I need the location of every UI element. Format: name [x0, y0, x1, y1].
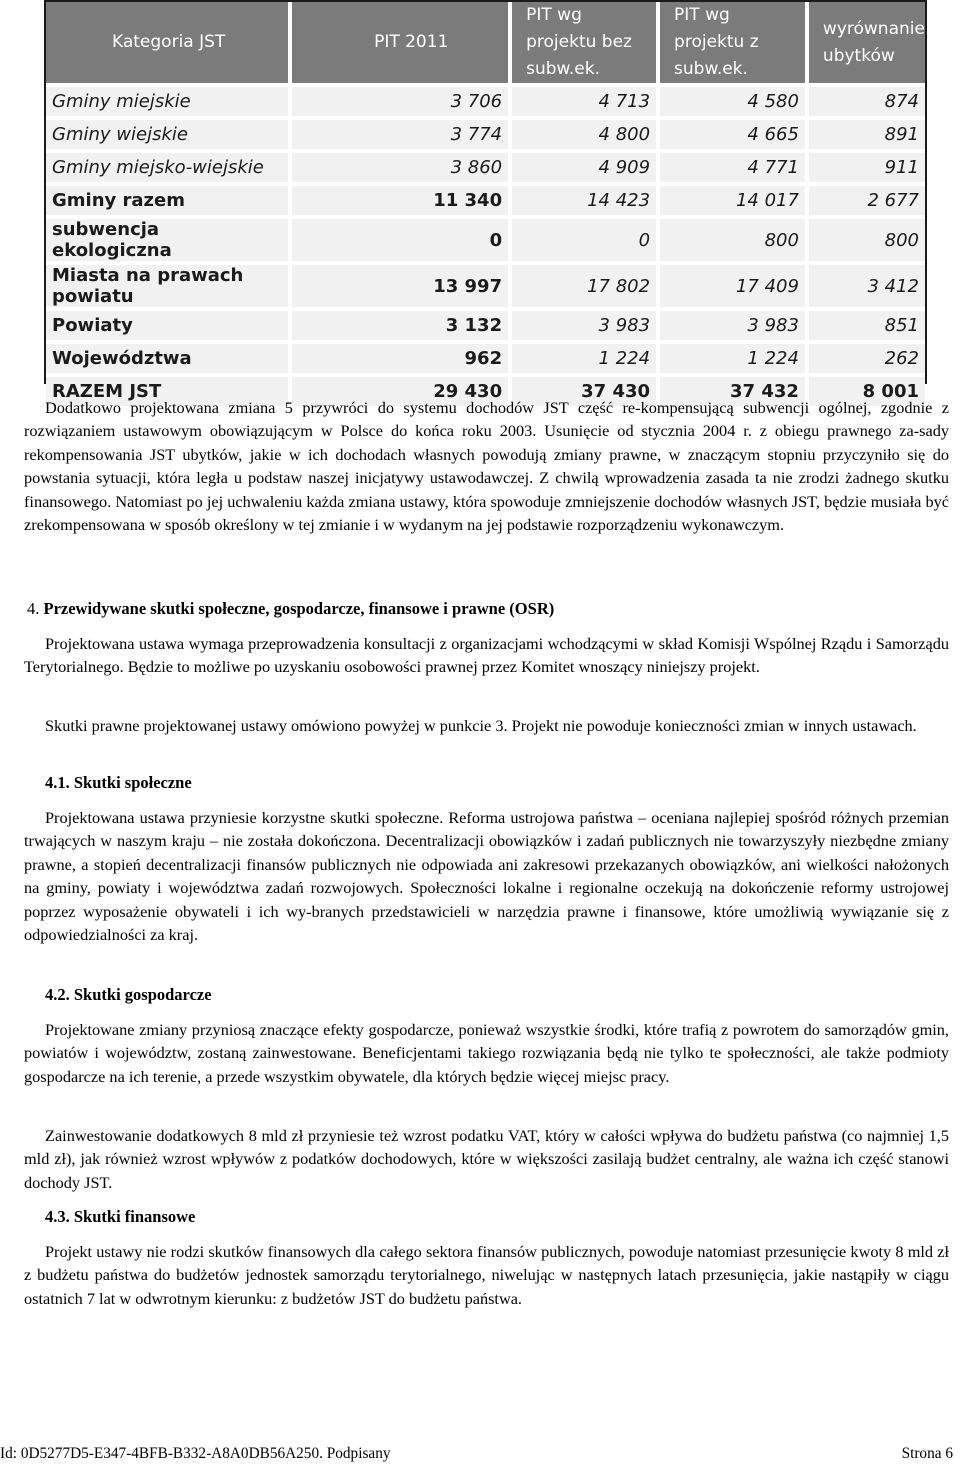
table-row-label: Gminy razem [46, 184, 290, 217]
table-header-row [46, 2, 925, 85]
paragraph-text: Dodatkowo projektowana zmiana 5 przywróci do systemu dochodów JST część re-kompensującą subwencji ogólnej, zgodnie z rozwiązaniem ustawowym obowiązującym w Polsce do końca roku 2003. Usunięcie od stycznia 2004 r. z obiegu prawnego za-sady rekompensowania JST ubytków, jakie w ich dochodach własnych powodują zmiany prawne, w znaczącym stopniu przyczyniło się do powstania sytuacji, która legła u podstaw naszej inicjatywy ustawodawczej. Z chwilą wprowadzenia zasada ta nie zrodzi żadnego skutku finansowego. Natomiast po jej uchwaleniu każda zmiana ustawy, która spowoduje zmniejszenie dochodów własnych JST, będzie musiała być zrekompensowana w sposób określony w tej zmianie i w wydanym na jej podstawie rozporządzeniu wykonawczym. [24, 398, 949, 535]
table-cell: 14 017 [658, 184, 807, 217]
table-cell: 1 224 [658, 342, 807, 375]
table-row-label: Miasta na prawach powiatu [46, 263, 290, 309]
table-cell: 851 [807, 309, 925, 342]
page-number: Strona 6 [901, 1445, 953, 1462]
table-cell: 2 677 [807, 184, 925, 217]
table-row-label: Gminy wiejskie [46, 118, 290, 151]
paragraph-financial [24, 1240, 949, 1310]
table-row-label: Gminy miejsko-wiejskie [46, 151, 290, 184]
table-row [46, 151, 925, 184]
paragraph-vat [24, 1124, 949, 1194]
table-cell: 962 [290, 342, 510, 375]
page-footer [0, 1444, 955, 1464]
paragraph-intro [24, 396, 949, 536]
table-cell: 3 132 [290, 309, 510, 342]
table-row-label: Powiaty [46, 309, 290, 342]
jst-table-image [44, 0, 927, 402]
table-cell: 1 224 [510, 342, 658, 375]
table-cell: 0 [290, 217, 510, 263]
table-cell: 3 860 [290, 151, 510, 184]
table-cell: 3 412 [807, 263, 925, 309]
table-cell: 37 432 [658, 375, 807, 408]
paragraph-text: Projektowane zmiany przyniosą znaczące efekty gospodarcze, ponieważ wszystkie środki, które trafią z powrotem do samorządów gmin, powiatów i województw, zostaną zainwestowane. Beneficjentami takiego rozwiązania będą nie tylko te społeczności, ale także podmioty gospodarcze na ich terenie, a przede wszystkim obywatele, dla których będzie więcej miejsc pracy. [24, 1020, 949, 1086]
table-cell: 4 580 [658, 85, 807, 118]
jst-table [46, 2, 925, 410]
table-cell: 3 983 [510, 309, 658, 342]
table-row-label: Gminy miejskie [46, 85, 290, 118]
paragraph-text: Projektowana ustawa wymaga przeprowadzenia konsultacji z organizacjami wchodzącymi w skład Komisji Wspólnej Rządu i Samorządu Terytorialnego. Będzie to możliwe po uzyskaniu osobowości prawnej przez Komitet wnoszący niniejszy projekt. [24, 634, 949, 677]
paragraph-text: Projektowana ustawa przyniesie korzystne skutki społeczne. Reforma ustrojowa państwa – oceniana najlepiej spośród różnych przemian trwających w naszym kraju – nie została dokończona. Decentralizacji obowiązków i zadań publicznych nie towarzyszyły niezbędne zmiany prawne, a stopień decentralizacji finansów publicznych nie odpowiada ani zakresowi przekazanych obowiązków, ani wielkości nałożonych na gminy, powiaty i województwa zadań rozwojowych. Społeczności lokalne i regionalne oczekują na dokończenie reformy ustrojowej poprzez wyposażenie obywateli i ich wy-branych przedstawicieli w narzędzia prawne i finansowe, które umożliwią wywiązanie się z odpowiedzialności za kraj. [24, 808, 949, 945]
paragraph-social [24, 806, 949, 946]
table-cell: 37 430 [510, 375, 658, 408]
table-row-label: subwencja ekologiczna [46, 217, 290, 263]
section-heading-4 [27, 597, 554, 620]
section-heading-4-2: 4.2. Skutki gospodarcze [45, 985, 212, 1004]
section-heading-4-3: 4.3. Skutki finansowe [45, 1207, 196, 1226]
table-cell: 17 802 [510, 263, 658, 309]
table-row [46, 309, 925, 342]
document-id: Id: 0D5277D5-E347-4BFB-B332-A8A0DB56A250. Podpisany [0, 1445, 391, 1462]
paragraph-text: Projekt ustawy nie rodzi skutków finansowych dla całego sektora finansów publicznych, powoduje natomiast przesunięcie kwoty 8 mld zł z budżetu państwa do budżetów jednostek samorządu terytorialnego, niwelując w następnych latach przesunięcia, jakie nastąpiły w ciągu ostatnich 7 lat w odwrotnym kierunku: z budżetów JST do budżetu państwa. [24, 1242, 949, 1308]
table-cell: 13 997 [290, 263, 510, 309]
table-cell: 3 706 [290, 85, 510, 118]
table-cell: 0 [510, 217, 658, 263]
table-header-cell: Kategoria JST [46, 2, 290, 85]
table-cell: 874 [807, 85, 925, 118]
section-title: Przewidywane skutki społeczne, gospodarcze, finansowe i prawne (OSR) [43, 599, 555, 618]
paragraph-economic [24, 1018, 949, 1088]
table-cell: 4 800 [510, 118, 658, 151]
table-cell: 800 [658, 217, 807, 263]
table-row-label: Województwa [46, 342, 290, 375]
table-cell: 262 [807, 342, 925, 375]
table-row [46, 342, 925, 375]
table-cell: 17 409 [658, 263, 807, 309]
table-cell: 3 983 [658, 309, 807, 342]
table-cell: 8 001 [807, 375, 925, 408]
table-header-cell: PIT wg projektu bez subw.ek. [510, 2, 658, 85]
table-header-cell: wyrównanie ubytków [807, 2, 925, 85]
paragraph-text: Skutki prawne projektowanej ustawy omówiono powyżej w punkcie 3. Projekt nie powoduje konieczności zmian w innych ustawach. [45, 716, 917, 735]
table-cell: 4 909 [510, 151, 658, 184]
table-row [46, 85, 925, 118]
table-row [46, 217, 925, 263]
paragraph-legal [24, 714, 949, 737]
table-cell: 911 [807, 151, 925, 184]
table-row [46, 118, 925, 151]
table-row-label: RAZEM JST [46, 375, 290, 408]
table-cell: 4 771 [658, 151, 807, 184]
section-heading-4-1: 4.1. Skutki społeczne [45, 773, 192, 792]
table-cell: 14 423 [510, 184, 658, 217]
table-header-cell: PIT 2011 [290, 2, 510, 85]
paragraph-text: Zainwestowanie dodatkowych 8 mld zł przyniesie też wzrost podatku VAT, który w całości wpływa do budżetu państwa (co najmniej 1,5 mld zł), jak również wzrost wpływów z podatków dochodowych, które w większości zasilają budżet centralny, ale ważna ich część stanowi dochody JST. [24, 1126, 949, 1192]
table-cell: 4 713 [510, 85, 658, 118]
table-cell: 3 774 [290, 118, 510, 151]
section-number: 4. [27, 599, 40, 618]
table-row [46, 184, 925, 217]
table-header-cell: PIT wg projektu z subw.ek. [658, 2, 807, 85]
table-row [46, 263, 925, 309]
table-cell: 4 665 [658, 118, 807, 151]
table-cell: 29 430 [290, 375, 510, 408]
table-cell: 800 [807, 217, 925, 263]
paragraph-consultation [24, 632, 949, 679]
table-cell: 891 [807, 118, 925, 151]
table-cell: 11 340 [290, 184, 510, 217]
